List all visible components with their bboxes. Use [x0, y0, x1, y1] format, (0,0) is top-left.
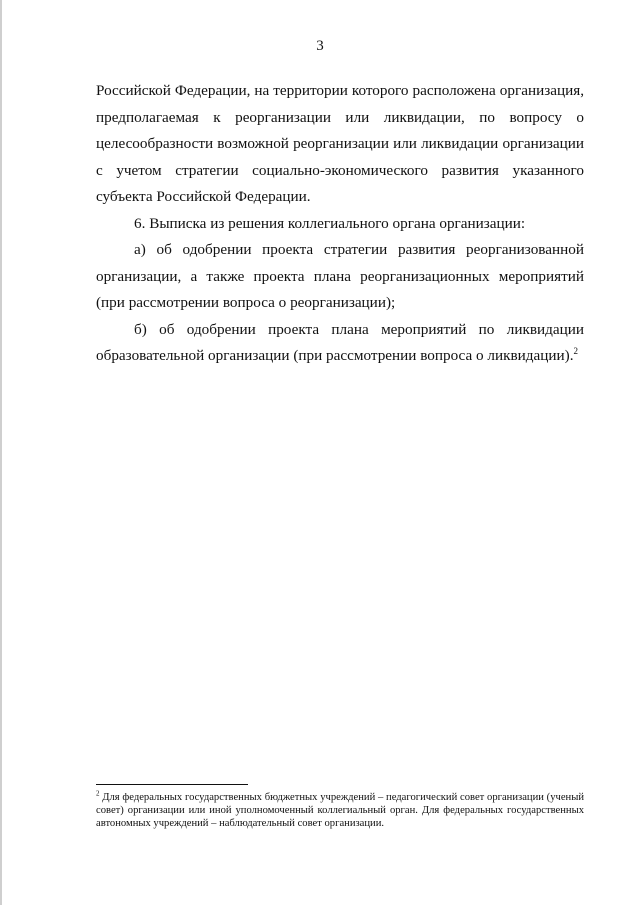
footnote-marker: 2	[96, 789, 100, 798]
paragraph-item-6	[96, 211, 584, 238]
scan-edge	[0, 0, 2, 905]
footnote	[96, 791, 584, 830]
footnote-separator	[96, 784, 248, 785]
paragraph-text: Российской Федерации, на территории которого расположена организация, предполагаемая к реорганизации или ликвидации, по вопросу о целесообразности возможной реорганизации или ликвидации организации с учетом стратегии социально-экономического развития указанного субъекта Российской Федерации.	[96, 82, 584, 205]
paragraph-text: б) об одобрении проекта плана мероприятий по ликвидации образовательной организации (при рассмотрении вопроса о ликвидации).	[96, 320, 584, 364]
footnote-reference: 2	[573, 345, 579, 356]
paragraph-subitem-a	[96, 237, 584, 317]
page-number: 3	[316, 38, 324, 54]
paragraph-text: а) об одобрении проекта стратегии развития реорганизованной организации, а также проекта плана реорганизационных мероприятий (при рассмотрении вопроса о реорганизации);	[96, 241, 584, 311]
footnote-text: Для федеральных государственных бюджетных учреждений – педагогический совет организации (ученый совет) организации или иной уполномоченный коллегиальный орган. Для федеральных государственных автономных учреждений – наблюдательный совет организации.	[96, 792, 584, 829]
body-text	[96, 78, 584, 370]
paragraph-text: 6. Выписка из решения коллегиального органа организации:	[134, 214, 526, 232]
paragraph-subitem-b	[96, 317, 584, 370]
paragraph-continuation	[96, 78, 584, 211]
